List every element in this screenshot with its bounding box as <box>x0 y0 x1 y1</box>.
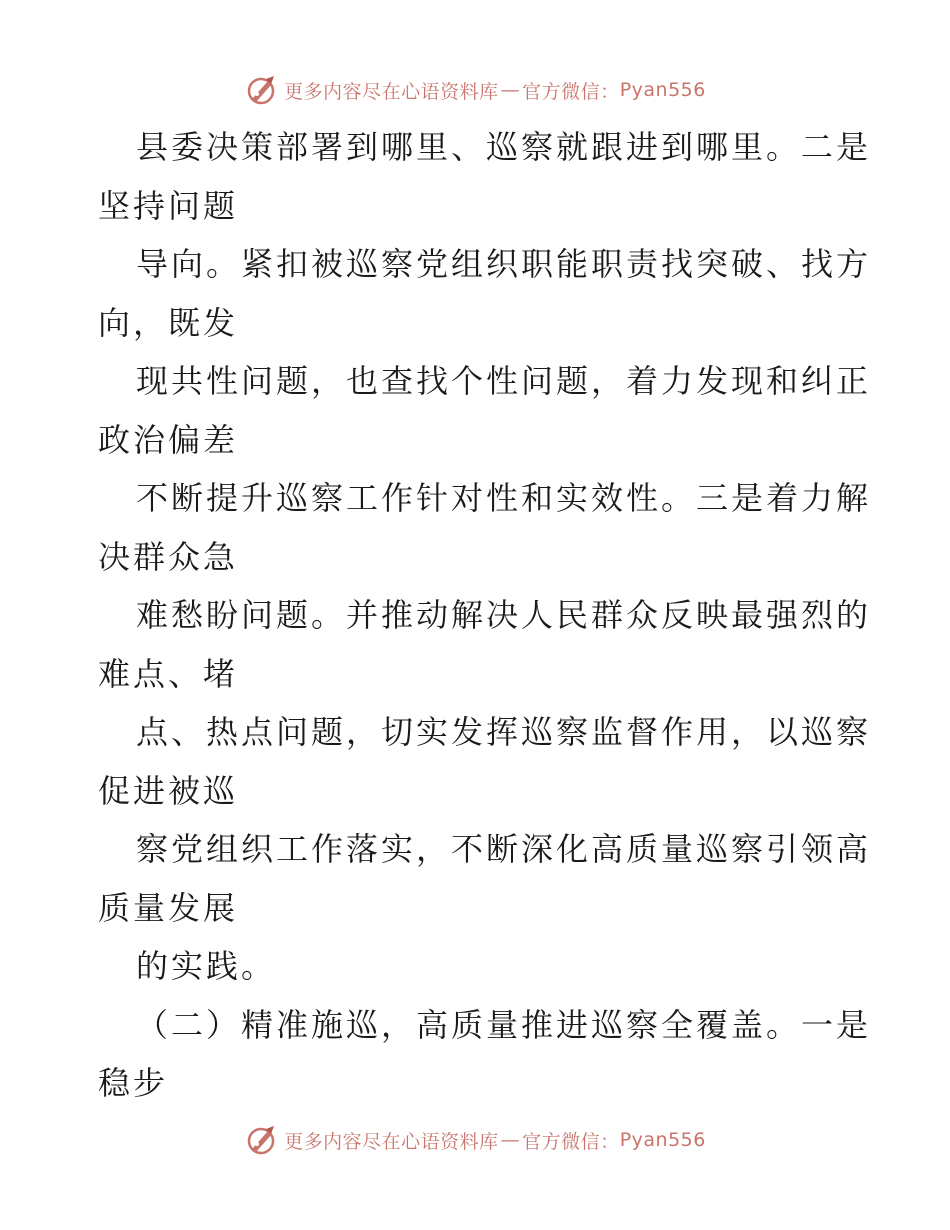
text-line: 难愁盼问题。并推动解决人民群众反映最强烈的 <box>136 596 872 634</box>
text-line: 点、热点问题，切实发挥巡察监督作用，以巡察 <box>136 713 872 751</box>
watermark-text: 更多内容尽在心语资料库 <box>284 80 499 103</box>
watermark-separator: — <box>500 79 521 101</box>
pen-circle-logo-icon <box>244 73 278 107</box>
text-line: 促进被巡 <box>98 771 239 810</box>
watermark-contact: 官方微信： <box>522 80 620 103</box>
pen-circle-logo-icon <box>244 1123 278 1157</box>
text-line: 稳步 <box>98 1064 169 1102</box>
text-line: 难点、堵 <box>98 654 239 693</box>
text-line: 的实践。 <box>136 947 277 985</box>
text-line: 导向。紧扣被巡察党组织职能职责找突破、找方 <box>136 245 872 283</box>
watermark-contact: 官方微信： <box>522 1130 620 1153</box>
text-line: 县委决策部署到哪里、巡察就跟进到哪里。二是 <box>136 128 872 166</box>
section-heading-line: （二）精准施巡，高质量推进巡察全覆盖。一是 <box>136 1005 872 1044</box>
header-watermark <box>0 70 950 110</box>
text-line: 坚持问题 <box>98 186 239 225</box>
watermark-handle: Pyan556 <box>619 79 706 101</box>
body-text <box>98 118 872 1113</box>
text-line: 质量发展 <box>98 888 239 927</box>
watermark-handle: Pyan556 <box>619 1129 706 1151</box>
watermark-separator: — <box>500 1129 521 1151</box>
text-line: 向，既发 <box>98 303 239 342</box>
text-line: 现共性问题，也查找个性问题，着力发现和纠正 <box>136 362 872 400</box>
text-line: 察党组织工作落实，不断深化高质量巡察引领高 <box>136 830 872 868</box>
text-line: 不断提升巡察工作针对性和实效性。三是着力解 <box>136 479 872 517</box>
watermark-text: 更多内容尽在心语资料库 <box>284 1130 499 1153</box>
text-line: 决群众急 <box>98 537 239 576</box>
text-line: 政治偏差 <box>98 420 239 459</box>
footer-watermark <box>0 1120 950 1160</box>
